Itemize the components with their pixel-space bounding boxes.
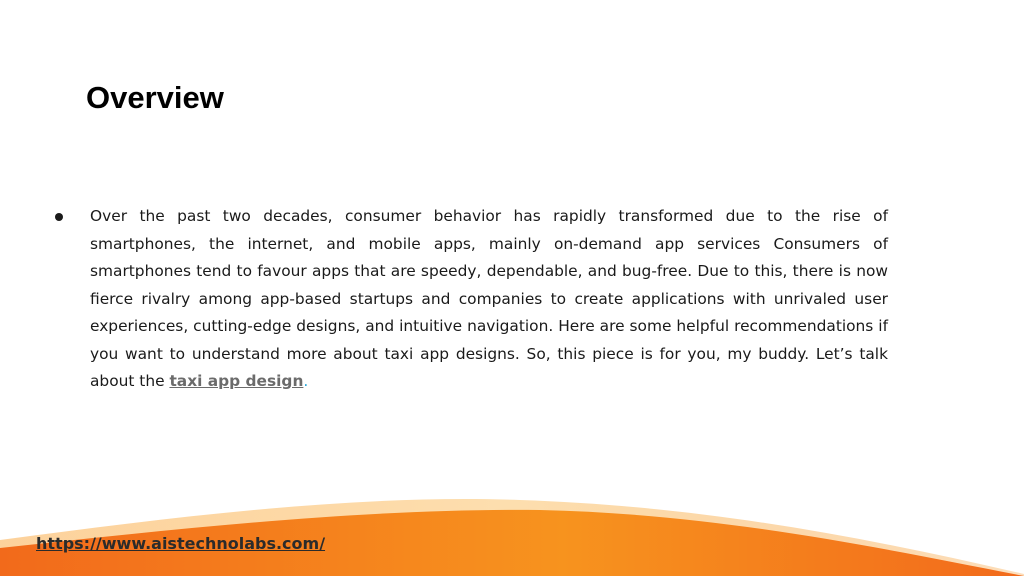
- bullet-list: [52, 203, 888, 396]
- paragraph-text: Over the past two decades, consumer behavior has rapidly transformed due to the rise of smartphones, the internet, and mobile apps, mainly on-demand app services Consumers of smartphones tend to favour apps that are speedy, dependable, and bug-free. Due to this, there is now fierce rivalry among app-based startups and companies to create applications with unrivaled user experiences, cutting-edge designs, and intuitive navigation. Here are some helpful recommendations if you want to understand more about taxi app designs. So, this piece is for you, my buddy. Let’s talk about the: [90, 207, 888, 390]
- bullet-item: [52, 203, 888, 396]
- link-period: .: [303, 372, 309, 390]
- footer-website-link[interactable]: https://www.aistechnolabs.com/: [36, 534, 326, 553]
- taxi-app-design-link[interactable]: taxi app design: [169, 372, 304, 390]
- bullet-dot-icon: [55, 213, 63, 221]
- slide-title: Overview: [86, 80, 224, 115]
- bullet-paragraph: [90, 203, 888, 396]
